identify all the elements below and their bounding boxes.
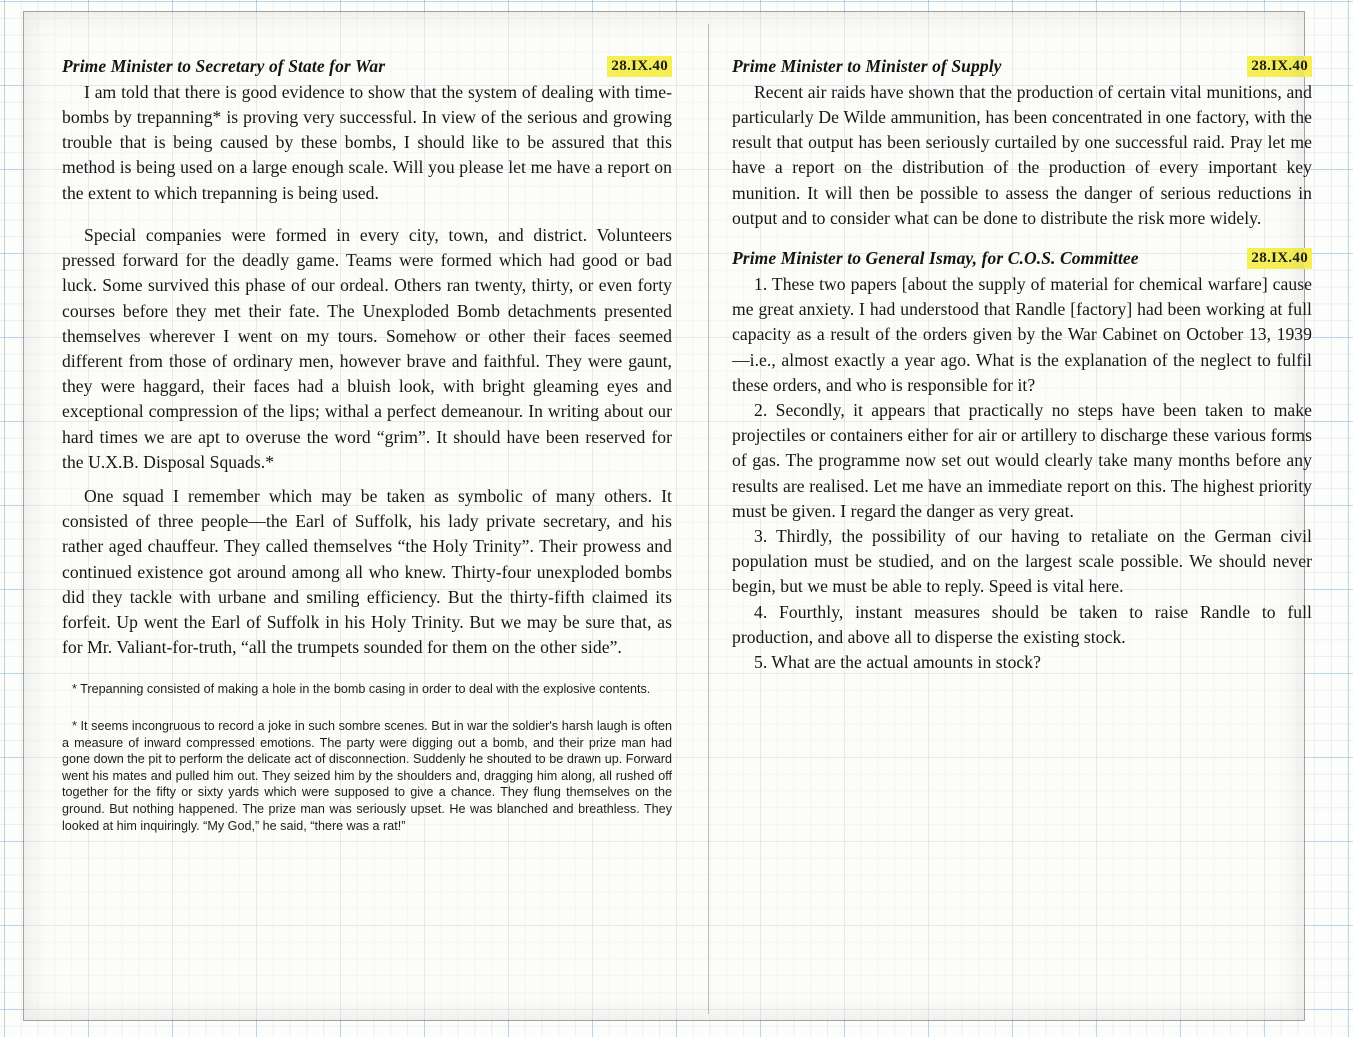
scanned-page-sheet — [24, 12, 1312, 1020]
minute-numbered-paragraph-5: 5. What are the actual amounts in stock? — [754, 652, 1041, 673]
minute-heading-minister-of-supply — [732, 56, 1312, 78]
date-stamp-highlight: 28.IX.40 — [1247, 248, 1312, 269]
narrative-paragraph-2: One squad I remember which may be taken as symbolic of many others. It consisted of three people—the Earl of Suffolk, his lady private secretary, and his rather aged chauffeur. They called themselves “the Holy Trinity”. Their prowess and continued existence got around among all who knew. Thirty-four unexploded bombs did they tackle with urbane and smiling efficiency. But the thirty-fifth claimed its forfeit. Up went the Earl of Suffolk in his Holy Trinity. But we may be sure that, as for Mr. Valiant-for-truth, “all the trumpets sounded for them on the other side”. — [62, 485, 672, 658]
minute-heading-text: Prime Minister to Secretary of State for War — [62, 56, 386, 76]
minute-paragraph: Recent air raids have shown that the production of certain vital munitions, and particularly De Wilde ammunition, has been concentrated in one factory, with the result that output has been seriously curtailed by one successful raid. Pray let me have a report on the distribution of the production of every important key munition. It will then be possible to assess the danger of serious reductions in output and to consider what can be done to distribute the risk more widely. — [732, 81, 1312, 228]
two-column-layout — [24, 12, 1312, 1020]
minute-numbered-paragraph-3: 3. Thirdly, the possibility of our having to retaliate on the German civil population must be studied, and on the largest scale possible. We should never begin, but we must be able to reply. Speed is vital here. — [732, 526, 1312, 597]
date-stamp-highlight: 28.IX.40 — [607, 56, 672, 77]
right-column — [732, 56, 1312, 675]
footnote-joke: * It seems incongruous to record a joke in such sombre scenes. But in war the soldier's harsh laugh is often a measure of inward compressed emotions. The party were digging out a bomb, and their prize man had gone down the pit to perform the delicate act of disconnection. Suddenly he shouted to be drawn up. Forward went his mates and pulled him out. They seized him by the shoulders and, dragging him along, all rushed off together for the fifty or sixty yards which were supposed to give a chance. They flung themselves on the ground. But nothing happened. The prize man was seriously upset. He was blanched and breathless. They looked at him inquiringly. “My God,” he said, “there was a rat!” — [62, 718, 672, 833]
left-column — [62, 56, 672, 834]
footnote-divider — [62, 676, 222, 677]
minute-heading-text: Prime Minister to General Ismay, for C.O.S. Committee — [732, 248, 1139, 269]
minute-numbered-paragraph-2: 2. Secondly, it appears that practically no steps have been taken to make projectiles or containers either for air or artillery to discharge these various forms of gas. The programme now set out would clearly take many months before any results are realised. Let me have an immediate report on this. The highest priority must be given. I regard the danger as very great. — [732, 399, 1312, 521]
minute-heading-general-ismay — [732, 248, 1312, 270]
minute-numbered-paragraph-4: 4. Fourthly, instant measures should be taken to raise Randle to full production, and above all to disperse the existing stock. — [732, 601, 1312, 647]
minute-paragraph: I am told that there is good evidence to show that the system of dealing with time-bombs by trepanning* is proving very successful. In view of the serious and growing trouble that is being caused by these bombs, I should like to be assured that this method is being used on a large enough scale. Will you please let me have a report on the extent to which trepanning is being used. — [62, 81, 672, 203]
narrative-paragraph-1: Special companies were formed in every city, town, and district. Volunteers pressed forward for the deadly game. Teams were formed which had good or bad luck. Some survived this phase of our ordeal. Others ran twenty, thirty, or even forty courses before they met their fate. The Unexploded Bomb detachments presented themselves wherever I went on my tours. Somehow or other their faces seemed different from those of ordinary men, however brave and faithful. They were gaunt, they were haggard, their faces had a bluish look, with bright gleaming eyes and exceptional compression of the lips; withal a perfect demeanour. In writing about our hard times we are apt to overuse the word “grim”. It should have been reserved for the U.X.B. Disposal Squads.* — [62, 224, 672, 472]
minute-numbered-paragraph-1: 1. These two papers [about the supply of material for chemical warfare] cause me great anxiety. I had understood that Randle [factory] had been working at full capacity as a result of the orders given by the War Cabinet on October 13, 1939—i.e., almost exactly a year ago. What is the explanation of the neglect to fulfil these orders, and who is responsible for it? — [732, 273, 1312, 395]
date-stamp-highlight: 28.IX.40 — [1247, 56, 1312, 77]
minute-heading-text: Prime Minister to Minister of Supply — [732, 56, 1002, 76]
footnote-trepanning: * Trepanning consisted of making a hole in the bomb casing in order to deal with the explosive contents. — [72, 682, 651, 697]
minute-heading-war-office — [62, 56, 672, 78]
